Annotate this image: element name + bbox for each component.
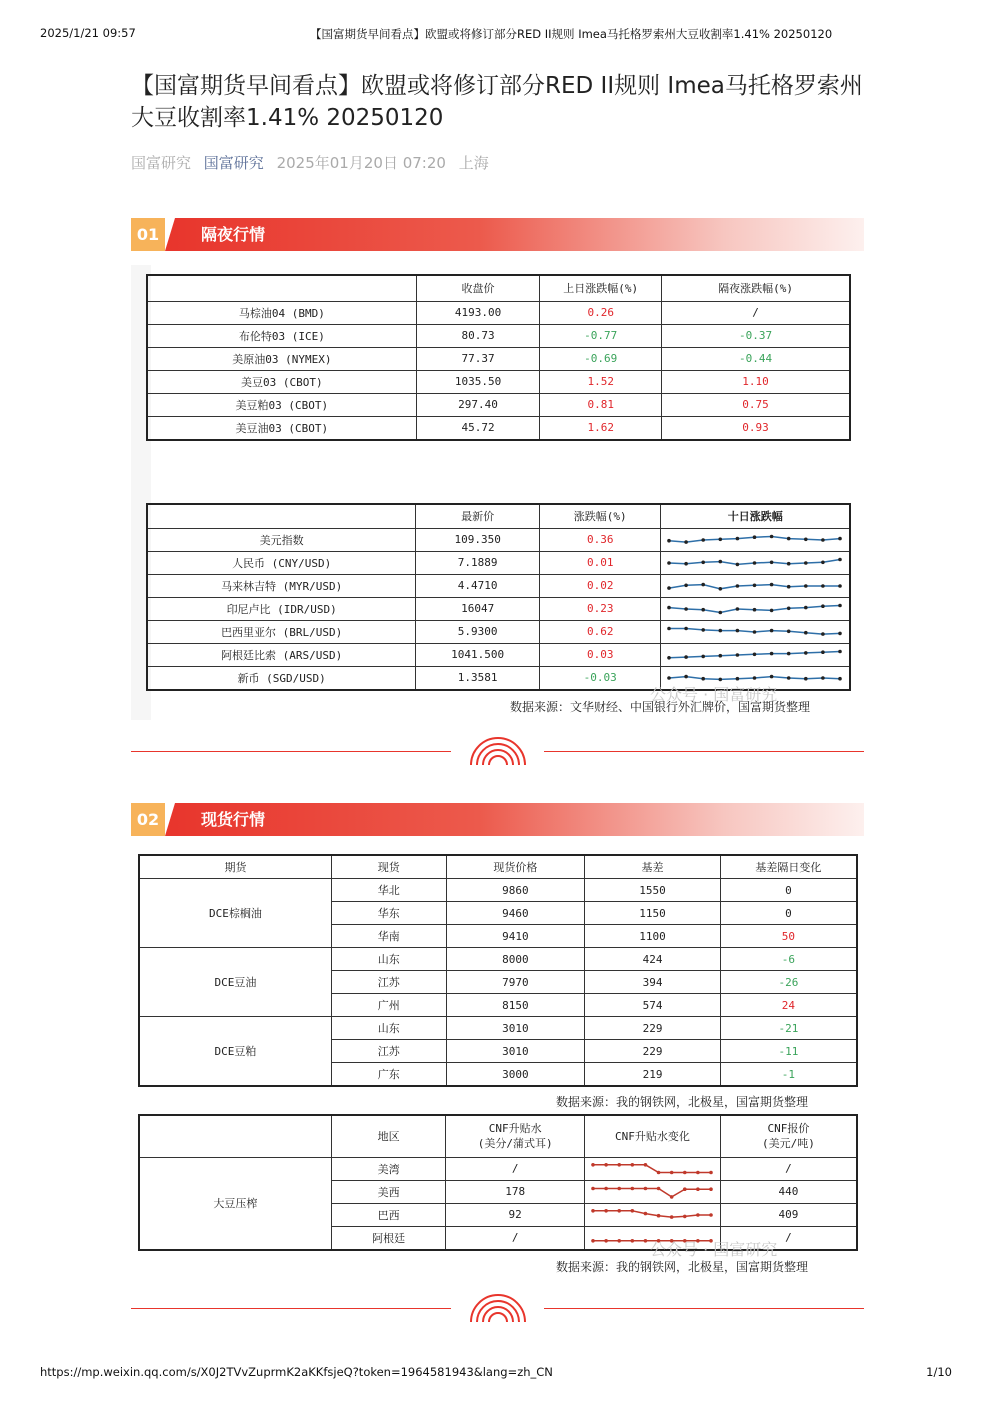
- sparkline: [585, 1182, 719, 1202]
- table-cell: 80.73: [416, 324, 540, 347]
- data-source-note: 数据来源：文华财经、中国银行外汇牌价，国富期货整理: [510, 700, 811, 714]
- header-cell: 收盘价: [416, 275, 540, 301]
- table-cell: 574: [585, 994, 721, 1017]
- table-cell: 45.72: [416, 416, 540, 440]
- table-cell: -0.69: [540, 347, 662, 370]
- table-cell: 人民币 (CNY/USD): [147, 551, 416, 574]
- sparkline-point: [702, 654, 706, 658]
- table-cell: 24: [720, 994, 857, 1017]
- table-row: [147, 370, 850, 393]
- table-cell: 92: [446, 1203, 585, 1226]
- table-cell: 77.37: [416, 347, 540, 370]
- header-cell: 现货: [331, 855, 446, 879]
- table-row: [147, 393, 850, 416]
- sparkline-point: [822, 560, 826, 564]
- table-cell: 9860: [446, 879, 585, 902]
- sparkline-point: [630, 1163, 634, 1167]
- table-cell: 440: [720, 1180, 857, 1203]
- sparkline-point: [770, 534, 774, 538]
- sparkline-point: [787, 584, 791, 588]
- table-cell: 0.03: [539, 643, 661, 666]
- sparkline: [661, 645, 848, 665]
- data-source-note: 数据来源：我的钢铁网，北极星，国富期货整理: [556, 1260, 809, 1274]
- cloud-ornament-icon: [467, 737, 529, 767]
- sparkline-point: [670, 1170, 674, 1174]
- table-cell: 3000: [446, 1063, 585, 1087]
- sparkline-point: [685, 540, 689, 544]
- sparkline-point: [719, 610, 723, 614]
- table-row: [139, 879, 857, 902]
- sparkline-point: [787, 629, 791, 633]
- header-cell: CNF升贴水 (美分/蒲式耳): [446, 1115, 585, 1157]
- sparkline-point: [719, 537, 723, 541]
- sparkline-cell: [661, 574, 850, 597]
- fx-table: [146, 503, 851, 691]
- table-row: [139, 1157, 857, 1180]
- table-cell: 9460: [446, 902, 585, 925]
- sparkline-point: [685, 583, 689, 587]
- header-cell: CNF升贴水变化: [584, 1115, 720, 1157]
- sparkline-point: [787, 676, 791, 680]
- table-cell: 7.1889: [416, 551, 540, 574]
- sparkline-point: [668, 656, 672, 660]
- sparkline-point: [839, 649, 843, 653]
- sparkline-point: [604, 1239, 608, 1243]
- table-cell: 1100: [585, 925, 721, 948]
- sparkline-point: [604, 1186, 608, 1190]
- table-cell: 华南: [331, 925, 446, 948]
- table-cell: 409: [720, 1203, 857, 1226]
- header-cell: CNF报价 (美元/吨): [720, 1115, 857, 1157]
- header-cell: [139, 1115, 331, 1157]
- sparkline-point: [702, 676, 706, 680]
- table-cell: 广州: [331, 994, 446, 1017]
- sparkline-point: [617, 1186, 621, 1190]
- table-cell: -11: [720, 1040, 857, 1063]
- sparkline-point: [719, 628, 723, 632]
- header-cell: 隔夜涨跌幅(%): [662, 275, 850, 301]
- sparkline-point: [683, 1187, 687, 1191]
- sparkline-point: [787, 561, 791, 565]
- table-cell: 0.75: [662, 393, 850, 416]
- table-cell: -0.44: [662, 347, 850, 370]
- sparkline-point: [822, 584, 826, 588]
- table-cell: 美西: [331, 1180, 446, 1203]
- table-cell: 16047: [416, 597, 540, 620]
- sparkline-point: [822, 632, 826, 636]
- table-cell: 229: [585, 1040, 721, 1063]
- sparkline-line: [593, 1210, 711, 1216]
- sparkline-point: [591, 1209, 595, 1213]
- sparkline-cell: [584, 1203, 720, 1226]
- table-cell: /: [446, 1157, 585, 1180]
- future-name-cell: DCE豆油: [139, 948, 331, 1017]
- futures-table: [146, 274, 851, 441]
- article-meta: [131, 152, 497, 173]
- sparkline-point: [787, 536, 791, 540]
- table-cell: 8000: [446, 948, 585, 971]
- table-cell: 华东: [331, 902, 446, 925]
- table-cell: /: [720, 1157, 857, 1180]
- sparkline-point: [787, 606, 791, 610]
- table-cell: 0.81: [540, 393, 662, 416]
- table-cell: 美湾: [331, 1157, 446, 1180]
- table-cell: 1150: [585, 902, 721, 925]
- sparkline-cell: [661, 620, 850, 643]
- sparkline-point: [753, 630, 757, 634]
- table-cell: 5.9300: [416, 620, 540, 643]
- table-row: [147, 301, 850, 324]
- header-cell: 基差隔日变化: [720, 855, 857, 879]
- data-source-note: 数据来源：我的钢铁网，北极星，国富期货整理: [556, 1095, 809, 1109]
- sparkline-point: [657, 1170, 661, 1174]
- sparkline-point: [719, 559, 723, 563]
- sparkline: [661, 553, 848, 573]
- sparkline-point: [753, 607, 757, 611]
- print-header: [40, 26, 952, 42]
- table-cell: 3010: [446, 1017, 585, 1040]
- table-cell: 9410: [446, 925, 585, 948]
- header-cell: 上日涨跌幅(%): [540, 275, 662, 301]
- table-cell: 4193.00: [416, 301, 540, 324]
- header-cell: 最新价: [416, 504, 540, 528]
- table-cell: 1.3581: [416, 666, 540, 690]
- table-cell: -0.37: [662, 324, 850, 347]
- sparkline-point: [804, 651, 808, 655]
- table-cell: /: [446, 1226, 585, 1250]
- sparkline-point: [736, 536, 740, 540]
- table-cell: 巴西: [331, 1203, 446, 1226]
- sparkline-point: [644, 1186, 648, 1190]
- sparkline-point: [719, 653, 723, 657]
- table-row: [147, 574, 850, 597]
- table-row: [147, 416, 850, 440]
- table-cell: 109.350: [416, 528, 540, 551]
- sparkline-point: [770, 651, 774, 655]
- sparkline-point: [753, 535, 757, 539]
- table-cell: 阿根廷: [331, 1226, 446, 1250]
- sparkline-point: [822, 604, 826, 608]
- print-date: 2025/1/21 09:57: [40, 26, 136, 40]
- sparkline-point: [736, 562, 740, 566]
- table-cell: 8150: [446, 994, 585, 1017]
- section-number: 01: [131, 218, 165, 251]
- sparkline-cell: [661, 528, 850, 551]
- print-page-number: 1/10: [926, 1365, 952, 1379]
- sparkline-point: [839, 676, 843, 680]
- sparkline-point: [702, 628, 706, 632]
- sparkline-point: [668, 561, 672, 565]
- sparkline-point: [770, 628, 774, 632]
- table-cell: 3010: [446, 1040, 585, 1063]
- table-cell: 印尼卢比 (IDR/USD): [147, 597, 416, 620]
- table-row: [139, 948, 857, 971]
- table-cell: 阿根廷比索 (ARS/USD): [147, 643, 416, 666]
- print-url: https://mp.weixin.qq.com/s/X0J2TVvZuprmK2aKKfsjeQ?token=1964581943&lang=zh_CN: [40, 1365, 553, 1379]
- sparkline-point: [630, 1209, 634, 1213]
- sparkline-point: [753, 676, 757, 680]
- table-cell: 美豆03 (CBOT): [147, 370, 416, 393]
- sparkline-point: [770, 582, 774, 586]
- table-cell: 7970: [446, 971, 585, 994]
- table-cell: 297.40: [416, 393, 540, 416]
- sparkline-point: [736, 628, 740, 632]
- sparkline-point: [719, 677, 723, 681]
- table-cell: 0.93: [662, 416, 850, 440]
- table-row: [139, 1017, 857, 1040]
- print-title: 【国富期货早间看点】欧盟或将修订部分RED II规则 Imea马托格罗索州大豆收割率1.41% 20250120: [310, 27, 833, 41]
- header-cell: 期货: [139, 855, 331, 879]
- sparkline-point: [670, 1215, 674, 1219]
- sparkline-cell: [661, 551, 850, 574]
- account-link[interactable]: 国富研究: [203, 154, 264, 172]
- sparkline: [585, 1205, 719, 1225]
- sparkline-cell: [584, 1180, 720, 1203]
- table-cell: 马来林吉特 (MYR/USD): [147, 574, 416, 597]
- table-cell: 0.01: [539, 551, 661, 574]
- section-bar: [165, 803, 864, 836]
- table-cell: 0.26: [540, 301, 662, 324]
- table-cell: 219: [585, 1063, 721, 1087]
- table-cell: 马棕油04 (BMD): [147, 301, 416, 324]
- table-cell: 美豆油03 (CBOT): [147, 416, 416, 440]
- sparkline-point: [804, 561, 808, 565]
- table-cell: 1550: [585, 879, 721, 902]
- section-number: 02: [131, 803, 165, 836]
- table-cell: 0.23: [539, 597, 661, 620]
- sparkline-point: [591, 1163, 595, 1167]
- header-cell: 基差: [585, 855, 721, 879]
- header-cell: 涨跌幅(%): [539, 504, 661, 528]
- sparkline-point: [630, 1239, 634, 1243]
- sparkline-point: [736, 584, 740, 588]
- sparkline-point: [630, 1186, 634, 1190]
- table-row: [147, 597, 850, 620]
- sparkline-point: [668, 626, 672, 630]
- sparkline-point: [702, 607, 706, 611]
- table-cell: 1.52: [540, 370, 662, 393]
- sparkline-point: [670, 1195, 674, 1199]
- sparkline-point: [696, 1187, 700, 1191]
- sparkline-point: [753, 583, 757, 587]
- header-cell: [147, 275, 416, 301]
- sparkline-point: [668, 605, 672, 609]
- sparkline-point: [644, 1239, 648, 1243]
- cloud-ornament-icon: [467, 1294, 529, 1324]
- table-cell: 4.4710: [416, 574, 540, 597]
- sparkline-point: [736, 653, 740, 657]
- table-cell: 0.02: [539, 574, 661, 597]
- section-banner-overnight: [131, 218, 864, 251]
- sparkline-point: [770, 674, 774, 678]
- sparkline: [585, 1159, 719, 1179]
- table-cell: -26: [720, 971, 857, 994]
- table-cell: 50: [720, 925, 857, 948]
- section-divider: [131, 1294, 864, 1324]
- sparkline-point: [770, 608, 774, 612]
- sparkline-point: [804, 676, 808, 680]
- sparkline-point: [644, 1163, 648, 1167]
- sparkline-point: [804, 630, 808, 634]
- table-cell: 江苏: [331, 971, 446, 994]
- watermark: 公众号 · 国富研究: [650, 685, 778, 704]
- sparkline-point: [822, 538, 826, 542]
- header-cell: 地区: [331, 1115, 446, 1157]
- sparkline-point: [685, 561, 689, 565]
- table-row: [147, 324, 850, 347]
- table-cell: 1035.50: [416, 370, 540, 393]
- table-row: [147, 620, 850, 643]
- sparkline-point: [696, 1170, 700, 1174]
- sparkline-point: [753, 561, 757, 565]
- future-name-cell: DCE棕榈油: [139, 879, 331, 948]
- table-cell: 美元指数: [147, 528, 416, 551]
- table-cell: -21: [720, 1017, 857, 1040]
- section-title: 现货行情: [201, 810, 266, 829]
- sparkline-point: [696, 1213, 700, 1217]
- table-cell: -0.77: [540, 324, 662, 347]
- article-source: 国富研究: [131, 154, 192, 172]
- sparkline-point: [709, 1213, 713, 1217]
- sparkline-line: [593, 1188, 711, 1196]
- table-cell: 0.36: [539, 528, 661, 551]
- table-cell: /: [662, 301, 850, 324]
- sparkline-point: [709, 1187, 713, 1191]
- sparkline-point: [683, 1170, 687, 1174]
- sparkline-point: [617, 1163, 621, 1167]
- sparkline-point: [591, 1239, 595, 1243]
- article-title: 【国富期货早间看点】欧盟或将修订部分RED II规则 Imea马托格罗索州大豆收割率1.41% 20250120: [131, 73, 863, 131]
- section-title: 隔夜行情: [201, 225, 266, 244]
- table-cell: 424: [585, 948, 721, 971]
- table-cell: 178: [446, 1180, 585, 1203]
- table-cell: 巴西里亚尔 (BRL/USD): [147, 620, 416, 643]
- sparkline-point: [617, 1239, 621, 1243]
- table-cell: 山东: [331, 948, 446, 971]
- section-bar: [165, 218, 864, 251]
- sparkline-point: [839, 603, 843, 607]
- section-divider: [131, 737, 864, 767]
- sparkline-point: [702, 582, 706, 586]
- sparkline: [661, 530, 848, 550]
- group-name-cell: 大豆压榨: [139, 1157, 331, 1250]
- sparkline-point: [839, 536, 843, 540]
- section-banner-spot: [131, 803, 864, 836]
- sparkline-point: [685, 674, 689, 678]
- table-cell: -6: [720, 948, 857, 971]
- table-cell: 1.62: [540, 416, 662, 440]
- header-cell: 现货价格: [446, 855, 585, 879]
- sparkline-point: [822, 650, 826, 654]
- table-cell: /: [720, 1226, 857, 1250]
- table-cell: 华北: [331, 879, 446, 902]
- table-cell: 1.10: [662, 370, 850, 393]
- sparkline-point: [668, 676, 672, 680]
- sparkline-point: [787, 651, 791, 655]
- future-name-cell: DCE豆粕: [139, 1017, 331, 1087]
- sparkline-point: [604, 1209, 608, 1213]
- sparkline-point: [839, 584, 843, 588]
- table-cell: 1041.500: [416, 643, 540, 666]
- sparkline-point: [804, 605, 808, 609]
- sparkline-point: [685, 626, 689, 630]
- sparkline-point: [657, 1213, 661, 1217]
- publish-location: 上海: [458, 154, 489, 172]
- sparkline-point: [736, 676, 740, 680]
- sparkline-point: [702, 538, 706, 542]
- sparkline-point: [719, 587, 723, 591]
- sparkline-point: [683, 1214, 687, 1218]
- sparkline-point: [657, 1186, 661, 1190]
- table-cell: 0.62: [539, 620, 661, 643]
- sparkline-point: [668, 586, 672, 590]
- table-cell: 江苏: [331, 1040, 446, 1063]
- sparkline-point: [736, 607, 740, 611]
- sparkline-point: [685, 655, 689, 659]
- table-cell: -0.03: [539, 666, 661, 690]
- sparkline-point: [753, 652, 757, 656]
- sparkline-point: [770, 560, 774, 564]
- sparkline-point: [591, 1186, 595, 1190]
- sparkline-point: [604, 1163, 608, 1167]
- table-row: [147, 528, 850, 551]
- sparkline-point: [644, 1211, 648, 1215]
- table-cell: -1: [720, 1063, 857, 1087]
- sparkline-point: [709, 1170, 713, 1174]
- table-cell: 布伦特03 (ICE): [147, 324, 416, 347]
- sparkline-line: [593, 1164, 711, 1172]
- watermark: 公众号 · 国富研究: [650, 1240, 778, 1259]
- table-cell: 广东: [331, 1063, 446, 1087]
- sparkline-point: [685, 607, 689, 611]
- table-cell: 229: [585, 1017, 721, 1040]
- sparkline: [661, 576, 848, 596]
- table-row: [147, 643, 850, 666]
- sparkline-cell: [661, 597, 850, 620]
- table-cell: 美豆粕03 (CBOT): [147, 393, 416, 416]
- sparkline-point: [804, 537, 808, 541]
- header-cell: [147, 504, 416, 528]
- table-cell: 0: [720, 879, 857, 902]
- table-row: [147, 551, 850, 574]
- table-cell: 山东: [331, 1017, 446, 1040]
- table-cell: 新币 (SGD/USD): [147, 666, 416, 690]
- sparkline-cell: [661, 643, 850, 666]
- sparkline-point: [804, 584, 808, 588]
- sparkline-point: [668, 538, 672, 542]
- sparkline-point: [702, 560, 706, 564]
- sparkline: [661, 599, 848, 619]
- sparkline: [661, 622, 848, 642]
- sparkline-point: [839, 557, 843, 561]
- spot-table: [138, 854, 858, 1087]
- sparkline-point: [839, 631, 843, 635]
- header-cell: 十日涨跌幅: [661, 504, 850, 528]
- table-cell: 0: [720, 902, 857, 925]
- table-cell: 美原油03 (NYMEX): [147, 347, 416, 370]
- table-cell: 394: [585, 971, 721, 994]
- sparkline-point: [617, 1209, 621, 1213]
- sparkline-point: [822, 676, 826, 680]
- sparkline-cell: [584, 1157, 720, 1180]
- cnf-table: [138, 1114, 858, 1251]
- table-row: [147, 347, 850, 370]
- publish-datetime: 2025年01月20日 07:20: [276, 154, 446, 172]
